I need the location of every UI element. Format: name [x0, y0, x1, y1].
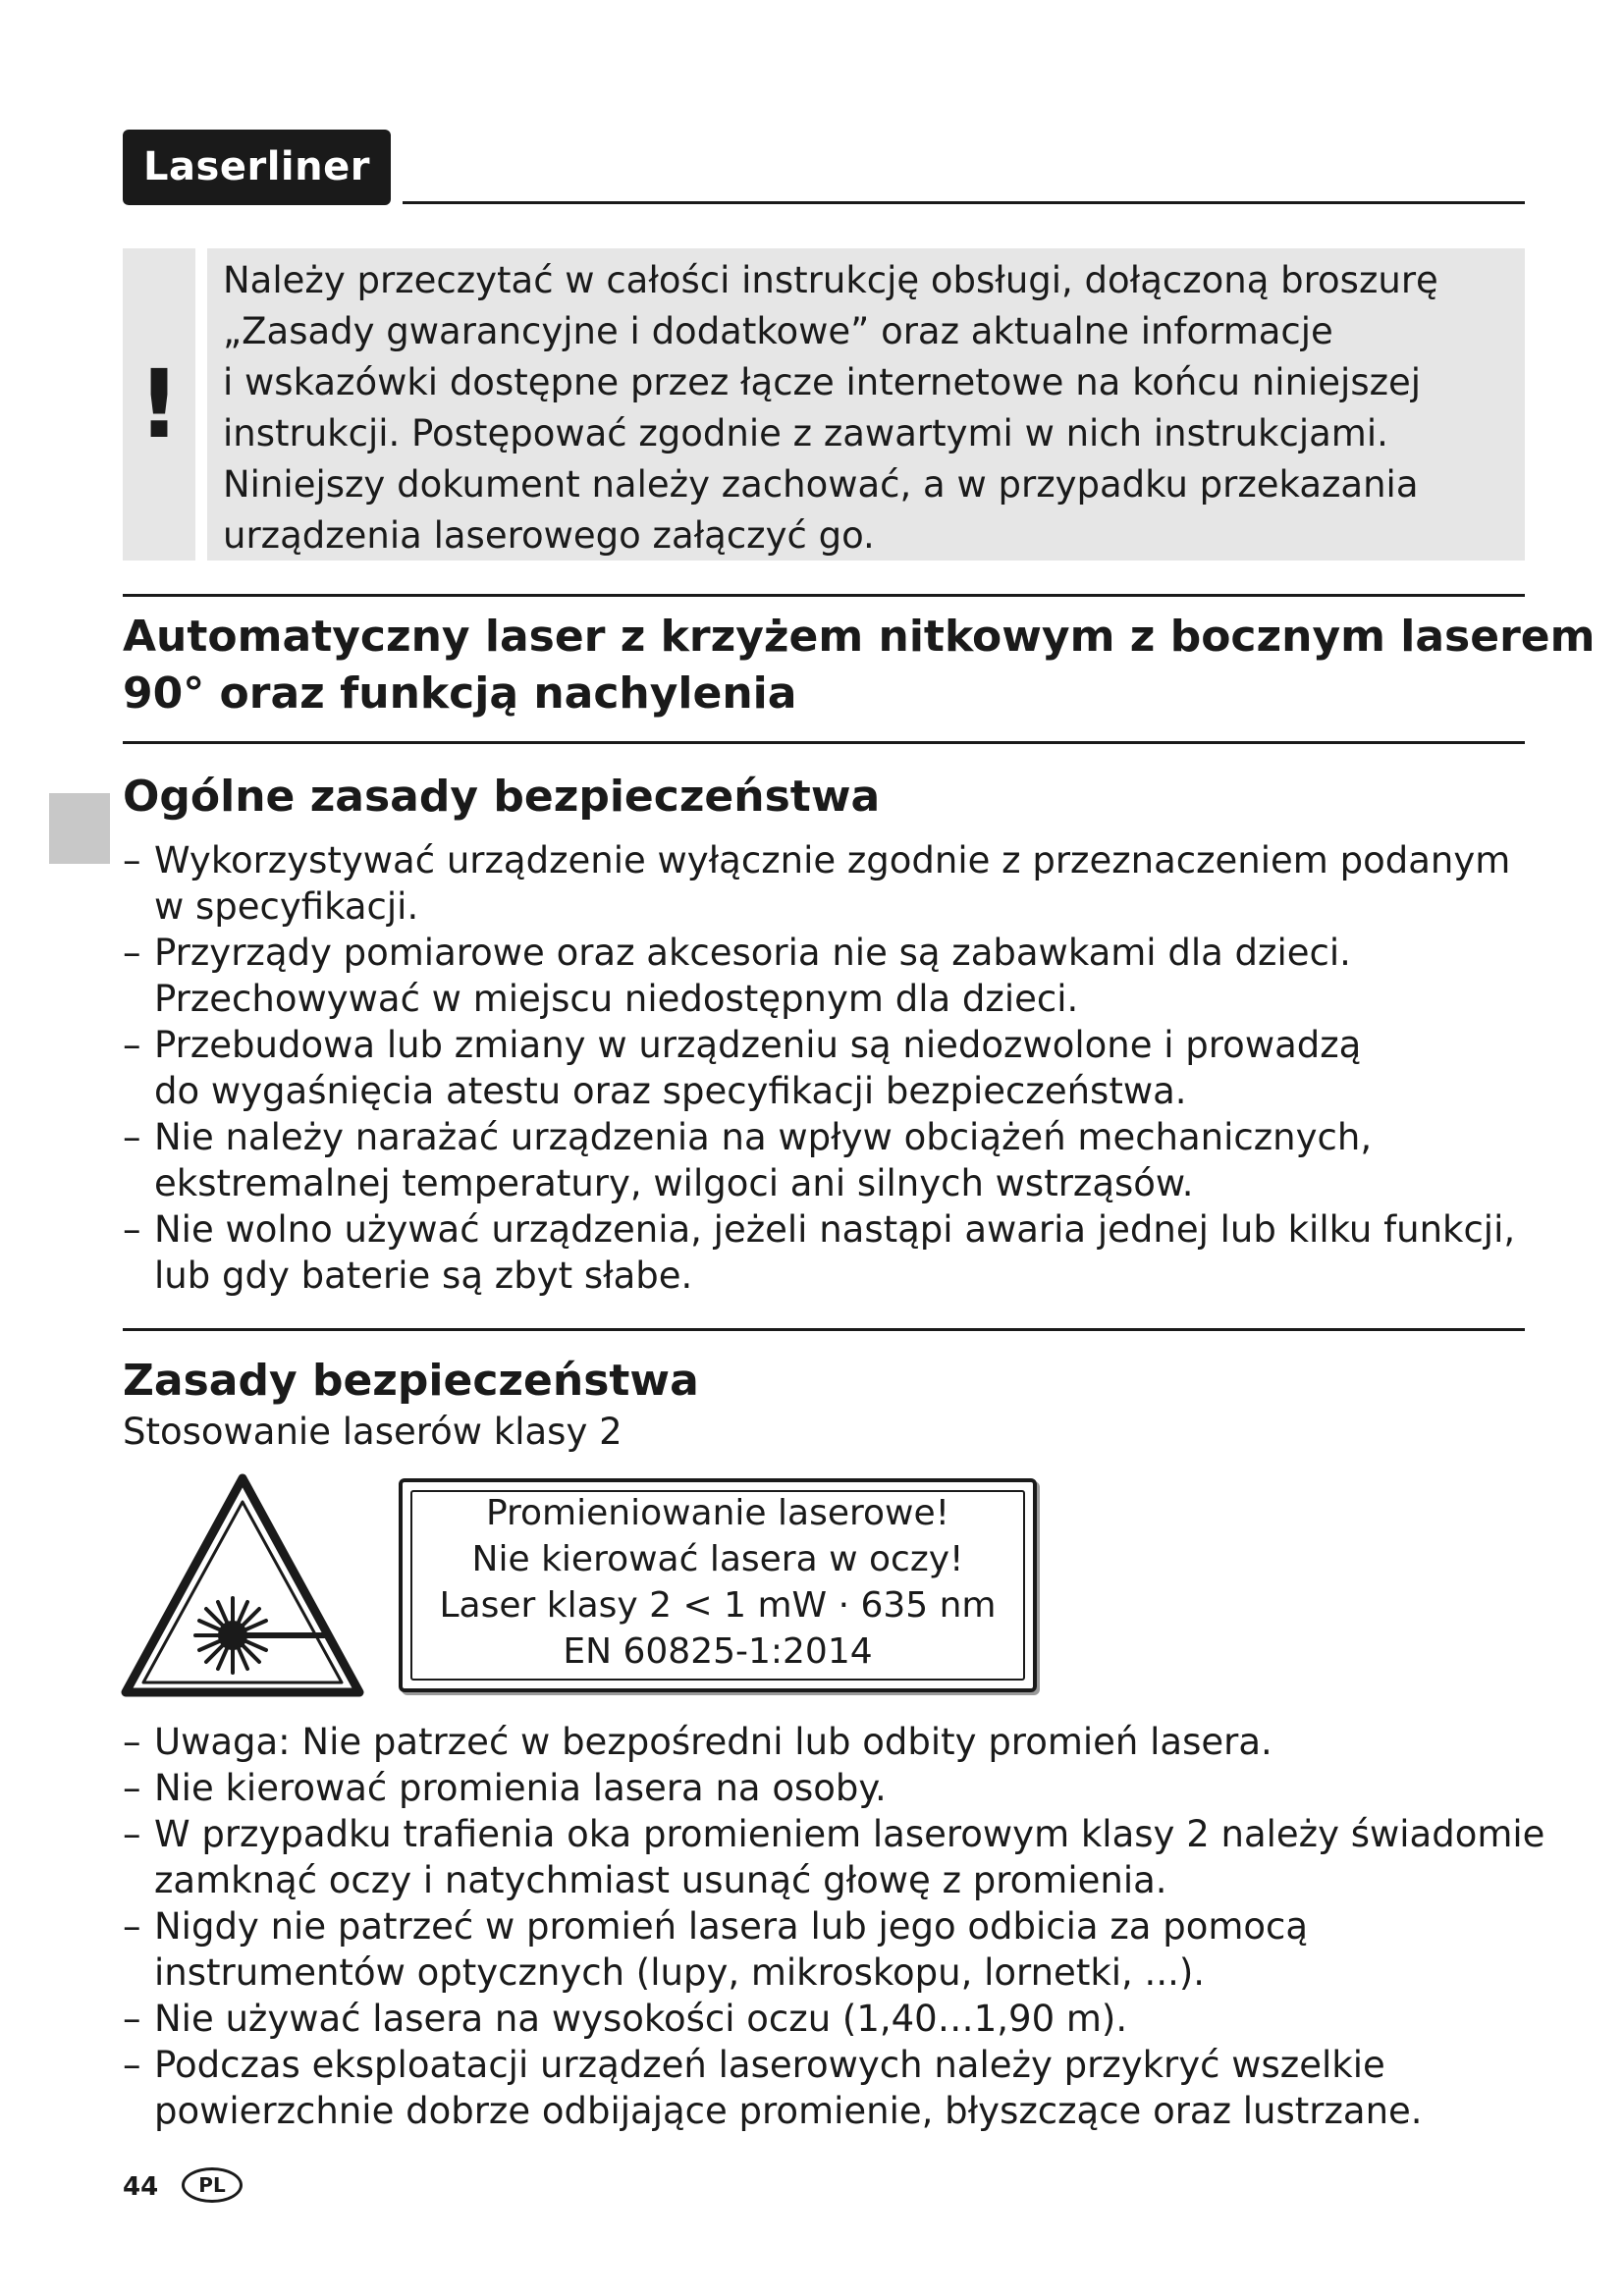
- list-item-line: – Nie kierować promienia lasera na osoby.: [154, 1767, 887, 1809]
- laser-warning-label: [399, 1478, 1037, 1692]
- list-item-line: – Podczas eksploatacji urządzeń laserowych należy przykryć wszelkie: [154, 2044, 1385, 2086]
- section-divider: [123, 741, 1525, 744]
- list-item: [123, 1206, 1515, 1299]
- general-safety-heading: Ogólne zasady bezpieczeństwa: [123, 772, 881, 822]
- list-item-line: – Nie wolno używać urządzenia, jeżeli nastąpi awaria jednej lub kilku funkcji,: [154, 1208, 1516, 1251]
- list-item-line: ekstremalnej temperatury, wilgoci ani silnych wstrząsów.: [154, 1162, 1194, 1204]
- general-safety-list: [123, 837, 1515, 1299]
- list-item-line: – Nie należy narażać urządzenia na wpływ obciążeń mechanicznych,: [154, 1116, 1373, 1158]
- laser-warning-icon: [120, 1472, 365, 1700]
- list-item: [123, 1022, 1515, 1114]
- label-line: EN 60825-1:2014: [563, 1631, 873, 1672]
- list-item: [123, 1811, 1544, 1903]
- label-line: Nie kierować lasera w oczy!: [471, 1539, 964, 1579]
- title-line: 90° oraz funkcją nachylenia: [123, 668, 797, 719]
- laser-safety-list: [123, 1719, 1544, 2134]
- header-rule: [403, 201, 1525, 204]
- label-line: Promieniowanie laserowe!: [485, 1493, 950, 1533]
- notice-line: Niniejszy dokument należy zachować, a w przypadku przekazania: [223, 463, 1419, 506]
- notice-line: instrukcji. Postępować zgodnie z zawartymi w nich instrukcjami.: [223, 412, 1388, 454]
- list-item-line: – Nigdy nie patrzeć w promień lasera lub jego odbicia za pomocą: [154, 1905, 1309, 1948]
- notice-box: [123, 248, 1525, 561]
- list-item-line: lub gdy baterie są zbyt słabe.: [154, 1255, 693, 1297]
- list-item-line: – Uwaga: Nie patrzeć w bezpośredni lub odbity promień lasera.: [154, 1721, 1272, 1763]
- label-text: [403, 1490, 1033, 1675]
- notice-line: „Zasady gwarancyjne i dodatkowe” oraz aktualne informacje: [223, 310, 1333, 352]
- list-item-line: – Wykorzystywać urządzenie wyłącznie zgodnie z przeznaczeniem podanym: [154, 839, 1511, 881]
- list-item: [123, 1903, 1544, 1996]
- list-item-line: do wygaśnięcia atestu oraz specyfikacji bezpieczeństwa.: [154, 1070, 1187, 1112]
- list-item-line: powierzchnie dobrze odbijające promienie, błyszczące oraz lustrzane.: [154, 2090, 1423, 2132]
- list-item: [123, 1996, 1544, 2042]
- notice-icon-bar: [123, 248, 195, 561]
- exclamation-icon: !: [137, 349, 181, 459]
- notice-line: Należy przeczytać w całości instrukcję obsługi, dołączoną broszurę: [223, 259, 1438, 301]
- language-badge: PL: [182, 2167, 243, 2203]
- list-item-line: – Przyrządy pomiarowe oraz akcesoria nie są zabawkami dla dzieci.: [154, 932, 1351, 974]
- label-line: Laser klasy 2 < 1 mW · 635 nm: [439, 1585, 997, 1626]
- section-divider: [123, 594, 1525, 597]
- list-item: [123, 1719, 1544, 1765]
- page-number: 44: [123, 2172, 159, 2202]
- laser-class-subheading: Stosowanie laserów klasy 2: [123, 1411, 623, 1453]
- list-item-line: w specyfikacji.: [154, 885, 419, 928]
- list-item-line: zamknąć oczy i natychmiast usunąć głowę z promienia.: [154, 1859, 1167, 1901]
- list-item-line: Przechowywać w miejscu niedostępnym dla dzieci.: [154, 978, 1079, 1020]
- list-item: [123, 1114, 1515, 1206]
- side-tab-marker: [49, 793, 110, 864]
- list-item: [123, 2042, 1544, 2134]
- list-item: [123, 1765, 1544, 1811]
- list-item-line: – Przebudowa lub zmiany w urządzeniu są niedozwolone i prowadzą: [154, 1024, 1362, 1066]
- list-item-line: instrumentów optycznych (lupy, mikroskopu, lornetki, ...).: [154, 1951, 1206, 1994]
- list-item-line: – W przypadku trafienia oka promieniem laserowym klasy 2 należy świadomie: [154, 1813, 1545, 1855]
- page-title: [123, 609, 1595, 722]
- notice-line: urządzenia laserowego załączyć go.: [223, 514, 875, 557]
- notice-text: [223, 255, 1499, 561]
- laser-safety-heading: Zasady bezpieczeństwa: [123, 1356, 699, 1406]
- list-item: [123, 930, 1515, 1022]
- section-divider: [123, 1328, 1525, 1331]
- title-line: Automatyczny laser z krzyżem nitkowym z bocznym laserem: [123, 612, 1596, 662]
- notice-line: i wskazówki dostępne przez łącze internetowe na końcu niniejszej: [223, 361, 1422, 403]
- brand-logo: Laserliner: [123, 130, 391, 205]
- list-item-line: – Nie używać lasera na wysokości oczu (1,40…1,90 m).: [154, 1998, 1128, 2040]
- list-item: [123, 837, 1515, 930]
